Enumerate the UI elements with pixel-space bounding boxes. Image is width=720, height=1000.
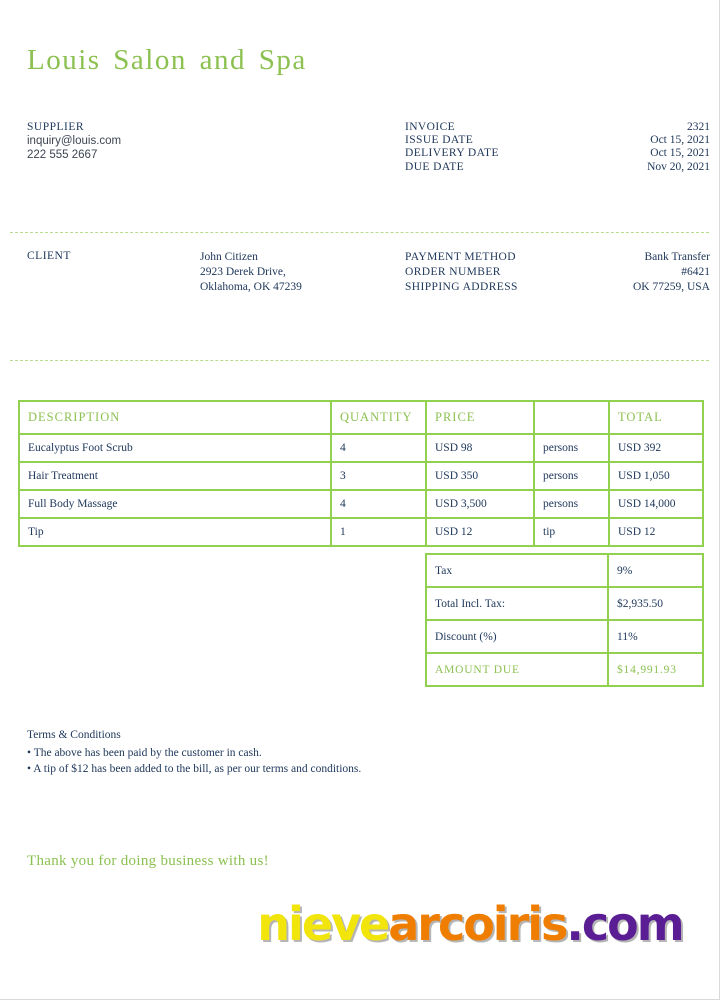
header-price: PRICE — [426, 401, 534, 434]
items-table — [18, 400, 704, 547]
supplier-block — [27, 120, 121, 162]
item-quantity: 3 — [331, 462, 426, 490]
watermark — [257, 897, 682, 951]
watermark-part1: nieve — [257, 897, 389, 951]
supplier-email: inquiry@louis.com — [27, 135, 122, 147]
issue-date-label: ISSUE DATE — [405, 134, 474, 147]
watermark-part2: arcoiris — [388, 897, 567, 951]
invoice-number-row — [405, 121, 710, 134]
item-price: USD 3,500 — [426, 490, 534, 518]
item-unit: persons — [534, 434, 609, 462]
item-description: Tip — [19, 518, 331, 546]
item-price: USD 12 — [426, 518, 534, 546]
client-address-line1: 2923 Derek Drive, — [200, 266, 286, 278]
invoice-number-label: INVOICE — [405, 121, 456, 133]
tax-row — [426, 554, 703, 587]
discount-label: Discount (%) — [426, 620, 608, 653]
separator-top — [10, 232, 709, 233]
terms-item: • The above has been paid by the customer in cash. — [27, 747, 262, 759]
discount-row — [426, 620, 703, 653]
due-date-label: DUE DATE — [405, 160, 465, 173]
total-incl-tax-row — [426, 587, 703, 620]
table-row — [19, 518, 703, 546]
due-date-row — [405, 161, 710, 174]
payment-method-row — [405, 250, 710, 265]
item-unit: persons — [534, 490, 609, 518]
order-number-row — [405, 265, 710, 280]
client-name: John Citizen — [200, 251, 258, 263]
payment-method-label: PAYMENT METHOD — [405, 251, 516, 263]
amount-due-row — [426, 653, 703, 686]
header-unit — [534, 401, 609, 434]
summary-table — [425, 553, 704, 687]
issue-date-value: Oct 15, 2021 — [650, 134, 710, 147]
item-quantity: 1 — [331, 518, 426, 546]
client-label: CLIENT — [27, 250, 71, 262]
header-description: DESCRIPTION — [19, 401, 331, 434]
company-title: Louis Salon and Spa — [27, 44, 307, 76]
delivery-date-label: DELIVERY DATE — [405, 147, 499, 160]
table-row — [19, 434, 703, 462]
delivery-date-row — [405, 147, 710, 160]
shipping-address-value: OK 77259, USA — [633, 281, 710, 293]
supplier-label: SUPPLIER — [27, 121, 85, 133]
amount-due-value: $14,991.93 — [608, 653, 703, 686]
header-quantity: QUANTITY — [331, 401, 426, 434]
invoice-number-value: 2321 — [687, 121, 710, 133]
total-incl-tax-value: $2,935.50 — [608, 587, 703, 620]
item-total: USD 1,050 — [609, 462, 703, 490]
item-price: USD 98 — [426, 434, 534, 462]
table-row — [19, 462, 703, 490]
item-description: Full Body Massage — [19, 490, 331, 518]
tax-value: 9% — [608, 554, 703, 587]
item-total: USD 12 — [609, 518, 703, 546]
items-header-row — [19, 401, 703, 434]
item-unit: persons — [534, 462, 609, 490]
invoice-meta — [405, 121, 710, 174]
item-description: Eucalyptus Foot Scrub — [19, 434, 331, 462]
terms-item: • A tip of $12 has been added to the bill, as per our terms and conditions. — [27, 763, 362, 775]
tax-label: Tax — [426, 554, 608, 587]
issue-date-row — [405, 134, 710, 147]
due-date-value: Nov 20, 2021 — [647, 160, 710, 173]
terms-title: Terms & Conditions — [27, 729, 121, 741]
amount-due-label: AMOUNT DUE — [426, 653, 608, 686]
item-price: USD 350 — [426, 462, 534, 490]
order-number-value: #6421 — [681, 266, 710, 278]
shipping-address-row — [405, 280, 710, 295]
shipping-address-label: SHIPPING ADDRESS — [405, 281, 518, 293]
order-number-label: ORDER NUMBER — [405, 266, 501, 278]
table-row — [19, 490, 703, 518]
header-total: TOTAL — [609, 401, 703, 434]
item-total: USD 392 — [609, 434, 703, 462]
terms-section — [27, 727, 361, 777]
separator-bottom — [10, 360, 709, 361]
item-quantity: 4 — [331, 434, 426, 462]
item-quantity: 4 — [331, 490, 426, 518]
item-unit: tip — [534, 518, 609, 546]
supplier-phone: 222 555 2667 — [27, 149, 98, 161]
discount-value: 11% — [608, 620, 703, 653]
total-incl-tax-label: Total Incl. Tax: — [426, 587, 608, 620]
payment-method-value: Bank Transfer — [644, 251, 710, 263]
watermark-part3: .com — [566, 897, 683, 951]
item-total: USD 14,000 — [609, 490, 703, 518]
delivery-date-value: Oct 15, 2021 — [650, 147, 710, 160]
client-details — [200, 250, 302, 295]
item-description: Hair Treatment — [19, 462, 331, 490]
client-address-line2: Oklahoma, OK 47239 — [200, 281, 302, 293]
thank-you-message: Thank you for doing business with us! — [27, 853, 269, 869]
payment-meta — [405, 250, 710, 295]
